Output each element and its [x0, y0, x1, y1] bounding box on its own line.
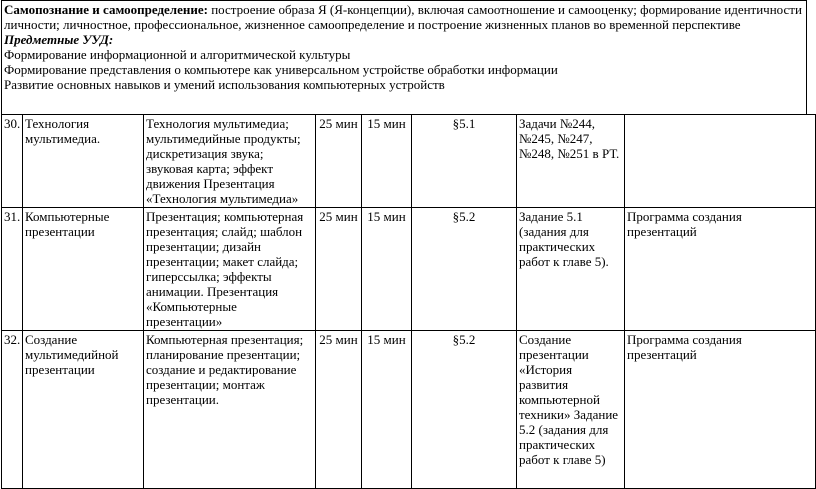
lesson-software: Программа создания презентаций — [625, 208, 816, 331]
uud-header-block — [1, 0, 807, 115]
lesson-duration: 15 мин — [362, 331, 412, 489]
lesson-topic: Технология мультимедиа. — [23, 115, 144, 208]
lesson-section: §5.2 — [412, 331, 517, 489]
lesson-time: 25 мин — [316, 331, 362, 489]
lesson-content: Компьютерная презентация; планирование презентации; создание и редактирование презентации; монтаж презентации. — [144, 331, 316, 489]
uud-label: Предметные УУД: — [4, 32, 114, 47]
lesson-software: Программа создания презентаций — [625, 331, 816, 489]
lesson-content: Технология мультимедиа; мультимедийные продукты; дискретизация звука; звуковая карта; эффект движения Презентация «Технология мультимедиа» — [144, 115, 316, 208]
uud-item: Формирование представления о компьютере как универсальном устройстве обработки информации — [4, 62, 558, 77]
lesson-duration: 15 мин — [362, 115, 412, 208]
lesson-content: Презентация; компьютерная презентация; слайд; шаблон презентации; дизайн презентации; макет слайда; гиперссылка; эффекты анимации. Презентация «Компьютерные презентации» — [144, 208, 316, 331]
lesson-number: 30. — [2, 115, 23, 208]
lesson-topic: Создание мультимедийной презентации — [23, 331, 144, 489]
lesson-software — [625, 115, 816, 208]
lesson-homework: Задачи №244, №245, №247, №248, №251 в РТ. — [517, 115, 625, 208]
lesson-section: §5.1 — [412, 115, 517, 208]
uud-item: Развитие основных навыков и умений использования компьютерных устройств — [4, 77, 445, 92]
lesson-time: 25 мин — [316, 115, 362, 208]
lesson-number: 32. — [2, 331, 23, 489]
lesson-number: 31. — [2, 208, 23, 331]
lesson-topic: Компьютерные презентации — [23, 208, 144, 331]
lesson-homework: Задание 5.1 (задания для практических работ к главе 5). — [517, 208, 625, 331]
lesson-section: §5.2 — [412, 208, 517, 331]
lesson-homework: Создание презентации «История развития компьютерной техники» Задание 5.2 (задания для практических работ к главе 5) — [517, 331, 625, 489]
header-line-1 — [4, 2, 804, 17]
header-bold-label: Самопознание и самоопределение: — [4, 2, 208, 17]
uud-item: Формирование информационной и алгоритмической культуры — [4, 47, 351, 62]
header-line-1-text: построение образа Я (Я-концепции), включая самоотношение и самооценку; формирование идентичности — [207, 2, 802, 17]
table-row — [2, 115, 816, 208]
lessons-table — [1, 114, 816, 489]
lesson-time: 25 мин — [316, 208, 362, 331]
table-row — [2, 331, 816, 489]
header-line-2: личности; личностное, профессиональное, жизненное самоопределение и построение жизненных планов во временной перспективе — [4, 17, 741, 32]
table-row — [2, 208, 816, 331]
lesson-duration: 15 мин — [362, 208, 412, 331]
